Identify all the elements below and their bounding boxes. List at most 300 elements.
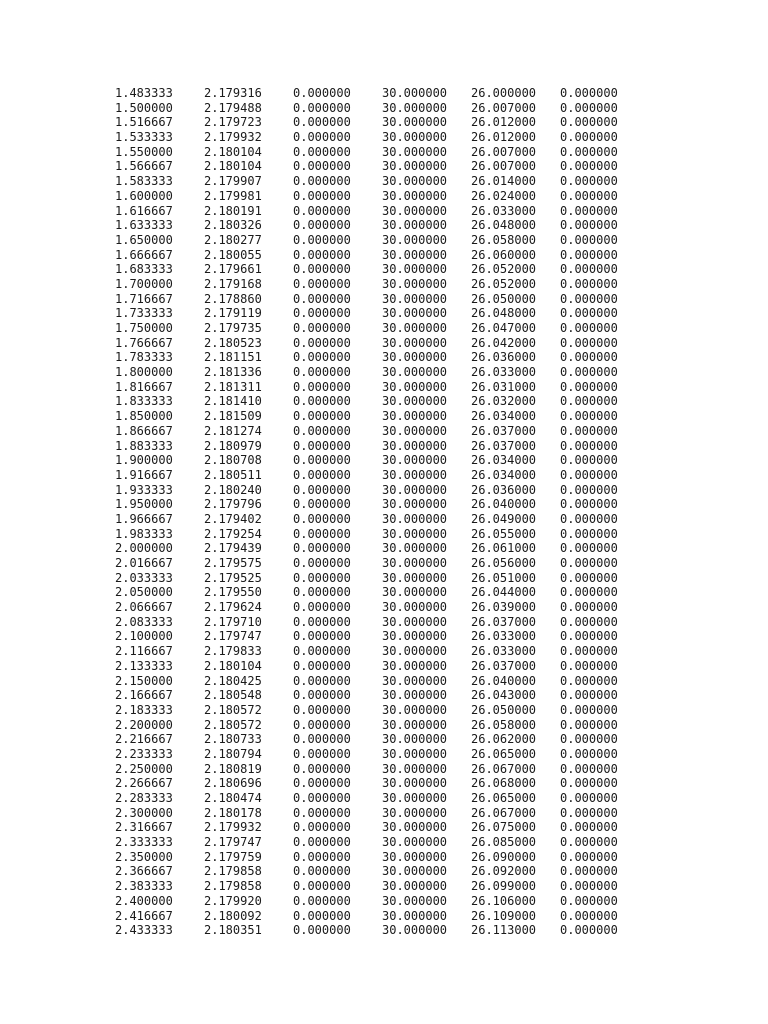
table-row [115,497,630,512]
table-cell: 0.000000 [560,732,618,747]
table-row [115,703,630,718]
table-cell: 26.092000 [471,864,537,879]
table-cell: 0.000000 [560,644,618,659]
table-cell: 0.000000 [560,130,618,145]
table-cell: 1.900000 [115,453,173,468]
table-cell: 26.040000 [471,497,537,512]
table-row [115,483,630,498]
table-cell: 26.037000 [471,658,537,673]
table-row [115,409,630,424]
table-cell: 2.266667 [115,776,173,791]
table-cell: 2.180055 [204,247,262,262]
table-cell: 0.000000 [560,541,618,556]
table-cell: 0.000000 [293,893,351,908]
table-cell: 2.180511 [204,467,262,482]
table-cell: 30.000000 [382,702,448,717]
table-cell: 0.000000 [560,379,618,394]
table-cell: 0.000000 [560,908,618,923]
table-row [115,306,630,321]
table-cell: 0.000000 [293,365,351,380]
table-cell: 26.049000 [471,511,537,526]
table-cell: 0.000000 [293,482,351,497]
table-cell: 2.179723 [204,115,262,130]
table-cell: 0.000000 [293,835,351,850]
table-row [115,585,630,600]
table-cell: 26.058000 [471,232,537,247]
table-cell: 0.000000 [560,467,618,482]
table-cell: 26.067000 [471,761,537,776]
table-cell: 0.000000 [293,614,351,629]
table-cell: 30.000000 [382,232,448,247]
table-cell: 1.516667 [115,115,173,130]
table-cell: 2.283333 [115,791,173,805]
table-cell: 26.037000 [471,614,537,629]
table-cell: 0.000000 [293,438,351,453]
table-cell: 1.533333 [115,130,173,145]
table-cell: 1.733333 [115,306,173,321]
table-cell: 0.000000 [560,276,618,291]
table-cell: 2.180351 [204,923,262,938]
table-cell: 2.179858 [204,879,262,894]
table-cell: 0.000000 [560,702,618,717]
table-row [115,864,630,879]
table-cell: 26.012000 [471,130,537,145]
table-cell: 2.179981 [204,188,262,203]
table-cell: 1.800000 [115,365,173,380]
table-cell: 2.233333 [115,746,173,761]
table-cell: 0.000000 [293,321,351,335]
table-cell: 1.716667 [115,291,173,306]
table-cell: 30.000000 [382,321,448,335]
table-cell: 30.000000 [382,409,448,424]
table-cell: 1.583333 [115,174,173,189]
table-cell: 2.180104 [204,658,262,673]
table-row [115,394,630,409]
table-row [115,659,630,674]
table-cell: 0.000000 [293,203,351,218]
table-cell: 30.000000 [382,159,448,174]
table-cell: 0.000000 [560,218,618,233]
table-row [115,189,630,204]
table-cell: 0.000000 [560,835,618,850]
table-cell: 0.000000 [293,188,351,203]
table-cell: 2.200000 [115,717,173,732]
table-cell: 30.000000 [382,394,448,409]
table-cell: 26.007000 [471,159,537,174]
table-cell: 30.000000 [382,879,448,894]
table-cell: 1.850000 [115,409,173,424]
table-cell: 0.000000 [293,497,351,512]
table-cell: 2.179920 [204,893,262,908]
table-cell: 26.036000 [471,350,537,365]
table-cell: 0.000000 [560,717,618,732]
table-cell: 1.883333 [115,438,173,453]
table-cell: 0.000000 [560,570,618,585]
table-cell: 30.000000 [382,761,448,776]
table-cell: 0.000000 [293,100,351,115]
table-cell: 0.000000 [560,805,618,820]
table-cell: 2.433333 [115,923,173,938]
table-cell: 2.180104 [204,144,262,159]
table-cell: 0.000000 [293,335,351,350]
table-cell: 26.062000 [471,732,537,747]
table-cell: 0.000000 [293,629,351,644]
table-cell: 30.000000 [382,717,448,732]
table-cell: 30.000000 [382,673,448,688]
table-cell: 26.055000 [471,526,537,541]
table-cell: 26.037000 [471,423,537,438]
table-cell: 26.024000 [471,188,537,203]
table-cell: 2.179932 [204,820,262,835]
table-cell: 0.000000 [560,174,618,189]
table-cell: 30.000000 [382,908,448,923]
table-cell: 30.000000 [382,453,448,468]
table-cell: 0.000000 [560,321,618,335]
table-cell: 2.366667 [115,864,173,879]
table-cell: 2.180240 [204,482,262,497]
table-cell: 30.000000 [382,585,448,600]
table-cell: 0.000000 [560,188,618,203]
table-cell: 0.000000 [560,100,618,115]
table-cell: 2.180178 [204,805,262,820]
table-cell: 0.000000 [560,115,618,130]
table-cell: 30.000000 [382,218,448,233]
table-cell: 2.179488 [204,100,262,115]
table-row [115,776,630,791]
table-cell: 0.000000 [560,791,618,805]
table-cell: 1.683333 [115,262,173,277]
table-row [115,718,630,733]
table-cell: 0.000000 [560,776,618,791]
table-row [115,380,630,395]
table-cell: 30.000000 [382,746,448,761]
table-row [115,732,630,747]
table-cell: 2.179254 [204,526,262,541]
table-cell: 30.000000 [382,791,448,805]
table-cell: 0.000000 [560,600,618,615]
table-row [115,629,630,644]
table-cell: 2.400000 [115,893,173,908]
table-row [115,115,630,130]
table-cell: 1.600000 [115,188,173,203]
table-cell: 1.833333 [115,394,173,409]
table-cell: 30.000000 [382,658,448,673]
table-cell: 0.000000 [293,526,351,541]
table-cell: 0.000000 [560,556,618,570]
table-row [115,159,630,174]
table-cell: 2.180277 [204,232,262,247]
table-cell: 30.000000 [382,526,448,541]
table-cell: 26.099000 [471,879,537,894]
table-row [115,248,630,263]
table-cell: 30.000000 [382,864,448,879]
table-cell: 0.000000 [293,232,351,247]
table-row [115,350,630,365]
table-cell: 26.106000 [471,893,537,908]
table-row [115,321,630,336]
table-cell: 26.058000 [471,717,537,732]
table-cell: 2.181274 [204,423,262,438]
table-cell: 2.179759 [204,849,262,864]
table-cell: 0.000000 [560,423,618,438]
table-row [115,101,630,116]
table-cell: 30.000000 [382,497,448,512]
table-cell: 0.000000 [560,761,618,776]
table-cell: 26.014000 [471,174,537,189]
table-cell: 26.000000 [471,86,537,100]
table-cell: 30.000000 [382,335,448,350]
table-cell: 2.180708 [204,453,262,468]
table-cell: 30.000000 [382,365,448,380]
table-cell: 26.109000 [471,908,537,923]
table-cell: 0.000000 [293,585,351,600]
table-cell: 2.179747 [204,835,262,850]
table-row [115,218,630,233]
table-cell: 0.000000 [293,761,351,776]
table-cell: 2.181410 [204,394,262,409]
table-cell: 2.180979 [204,438,262,453]
table-cell: 2.178860 [204,291,262,306]
table-cell: 2.179796 [204,497,262,512]
table-cell: 0.000000 [293,732,351,747]
table-cell: 0.000000 [293,379,351,394]
table-cell: 2.179932 [204,130,262,145]
table-cell: 0.000000 [560,629,618,644]
table-cell: 0.000000 [293,467,351,482]
table-cell: 0.000000 [560,291,618,306]
table-cell: 0.000000 [293,247,351,262]
table-cell: 0.000000 [293,600,351,615]
table-row [115,336,630,351]
table-cell: 0.000000 [293,717,351,732]
table-row [115,806,630,821]
table-cell: 2.179119 [204,306,262,321]
table-cell: 0.000000 [560,159,618,174]
table-cell: 1.783333 [115,350,173,365]
table-cell: 26.051000 [471,570,537,585]
table-cell: 1.816667 [115,379,173,394]
table-row [115,541,630,556]
table-cell: 1.483333 [115,86,173,100]
table-cell: 2.416667 [115,908,173,923]
table-cell: 2.179907 [204,174,262,189]
table-cell: 30.000000 [382,100,448,115]
table-cell: 2.250000 [115,761,173,776]
table-cell: 0.000000 [293,276,351,291]
table-cell: 2.016667 [115,556,173,570]
table-cell: 1.616667 [115,203,173,218]
data-table [115,86,630,938]
table-row [115,600,630,615]
table-cell: 1.966667 [115,511,173,526]
table-row [115,439,630,454]
table-row [115,556,630,571]
table-cell: 30.000000 [382,732,448,747]
table-cell: 2.180572 [204,702,262,717]
table-cell: 0.000000 [293,923,351,938]
table-cell: 2.180572 [204,717,262,732]
table-cell: 2.083333 [115,614,173,629]
table-cell: 2.116667 [115,644,173,659]
table-cell: 30.000000 [382,350,448,365]
table-cell: 30.000000 [382,556,448,570]
table-cell: 30.000000 [382,776,448,791]
table-row [115,130,630,145]
table-cell: 26.056000 [471,556,537,570]
table-cell: 26.085000 [471,835,537,850]
table-cell: 30.000000 [382,247,448,262]
table-cell: 0.000000 [560,585,618,600]
table-cell: 0.000000 [293,262,351,277]
table-cell: 30.000000 [382,130,448,145]
table-row [115,145,630,160]
table-cell: 1.550000 [115,144,173,159]
table-cell: 26.067000 [471,805,537,820]
table-cell: 0.000000 [293,409,351,424]
table-cell: 0.000000 [560,879,618,894]
table-cell: 0.000000 [293,556,351,570]
table-cell: 26.039000 [471,600,537,615]
table-cell: 2.181336 [204,365,262,380]
table-cell: 26.037000 [471,438,537,453]
table-cell: 0.000000 [560,849,618,864]
table-cell: 0.000000 [293,673,351,688]
table-cell: 26.033000 [471,644,537,659]
table-cell: 0.000000 [560,893,618,908]
table-cell: 26.034000 [471,453,537,468]
table-cell: 0.000000 [560,497,618,512]
table-cell: 0.000000 [560,820,618,835]
table-cell: 2.150000 [115,673,173,688]
table-row [115,688,630,703]
table-cell: 2.179624 [204,600,262,615]
table-cell: 0.000000 [293,218,351,233]
table-row [115,747,630,762]
table-cell: 2.180523 [204,335,262,350]
table-row [115,894,630,909]
table-cell: 30.000000 [382,291,448,306]
table-cell: 26.043000 [471,688,537,703]
table-cell: 26.033000 [471,203,537,218]
table-cell: 30.000000 [382,306,448,321]
table-cell: 1.916667 [115,467,173,482]
table-cell: 26.031000 [471,379,537,394]
table-cell: 0.000000 [560,409,618,424]
table-cell: 2.179550 [204,585,262,600]
table-cell: 2.333333 [115,835,173,850]
table-cell: 1.633333 [115,218,173,233]
table-row [115,820,630,835]
table-cell: 2.180794 [204,746,262,761]
table-cell: 30.000000 [382,276,448,291]
table-cell: 0.000000 [560,365,618,380]
table-cell: 0.000000 [293,644,351,659]
table-cell: 0.000000 [293,849,351,864]
table-cell: 26.068000 [471,776,537,791]
table-row [115,762,630,777]
table-cell: 26.113000 [471,923,537,938]
table-cell: 2.050000 [115,585,173,600]
table-cell: 26.044000 [471,585,537,600]
table-cell: 2.180696 [204,776,262,791]
table-cell: 2.066667 [115,600,173,615]
table-cell: 30.000000 [382,174,448,189]
table-row [115,615,630,630]
table-cell: 0.000000 [560,673,618,688]
table-cell: 2.180326 [204,218,262,233]
table-cell: 30.000000 [382,570,448,585]
table-cell: 30.000000 [382,86,448,100]
table-row [115,453,630,468]
table-cell: 2.180819 [204,761,262,776]
table-cell: 0.000000 [560,482,618,497]
table-cell: 2.179735 [204,321,262,335]
table-cell: 1.500000 [115,100,173,115]
table-row [115,424,630,439]
table-cell: 2.183333 [115,702,173,717]
table-cell: 1.566667 [115,159,173,174]
table-cell: 2.179833 [204,644,262,659]
table-cell: 2.180425 [204,673,262,688]
table-cell: 26.042000 [471,335,537,350]
table-cell: 26.052000 [471,262,537,277]
table-cell: 26.012000 [471,115,537,130]
table-cell: 2.181151 [204,350,262,365]
table-cell: 0.000000 [293,746,351,761]
table-cell: 0.000000 [560,614,618,629]
table-cell: 2.181509 [204,409,262,424]
table-cell: 0.000000 [293,791,351,805]
table-cell: 26.034000 [471,409,537,424]
table-cell: 0.000000 [293,511,351,526]
table-cell: 2.000000 [115,541,173,556]
table-row [115,233,630,248]
table-row [115,527,630,542]
table-cell: 0.000000 [293,174,351,189]
table-cell: 0.000000 [293,879,351,894]
table-cell: 0.000000 [560,144,618,159]
table-cell: 2.166667 [115,688,173,703]
table-cell: 30.000000 [382,893,448,908]
table-cell: 1.866667 [115,423,173,438]
table-row [115,571,630,586]
table-cell: 2.180104 [204,159,262,174]
table-cell: 0.000000 [560,864,618,879]
table-cell: 0.000000 [293,658,351,673]
table-cell: 30.000000 [382,644,448,659]
table-cell: 1.983333 [115,526,173,541]
table-row [115,365,630,380]
table-cell: 30.000000 [382,438,448,453]
table-cell: 2.180474 [204,791,262,805]
table-cell: 0.000000 [293,423,351,438]
table-cell: 2.179439 [204,541,262,556]
table-cell: 26.060000 [471,247,537,262]
table-cell: 30.000000 [382,188,448,203]
table-cell: 26.007000 [471,144,537,159]
table-cell: 0.000000 [560,438,618,453]
table-cell: 0.000000 [560,394,618,409]
table-cell: 2.216667 [115,732,173,747]
table-cell: 26.090000 [471,849,537,864]
table-cell: 30.000000 [382,541,448,556]
table-cell: 26.048000 [471,218,537,233]
table-cell: 26.050000 [471,291,537,306]
table-cell: 30.000000 [382,203,448,218]
table-cell: 30.000000 [382,614,448,629]
table-cell: 2.300000 [115,805,173,820]
table-cell: 0.000000 [293,702,351,717]
